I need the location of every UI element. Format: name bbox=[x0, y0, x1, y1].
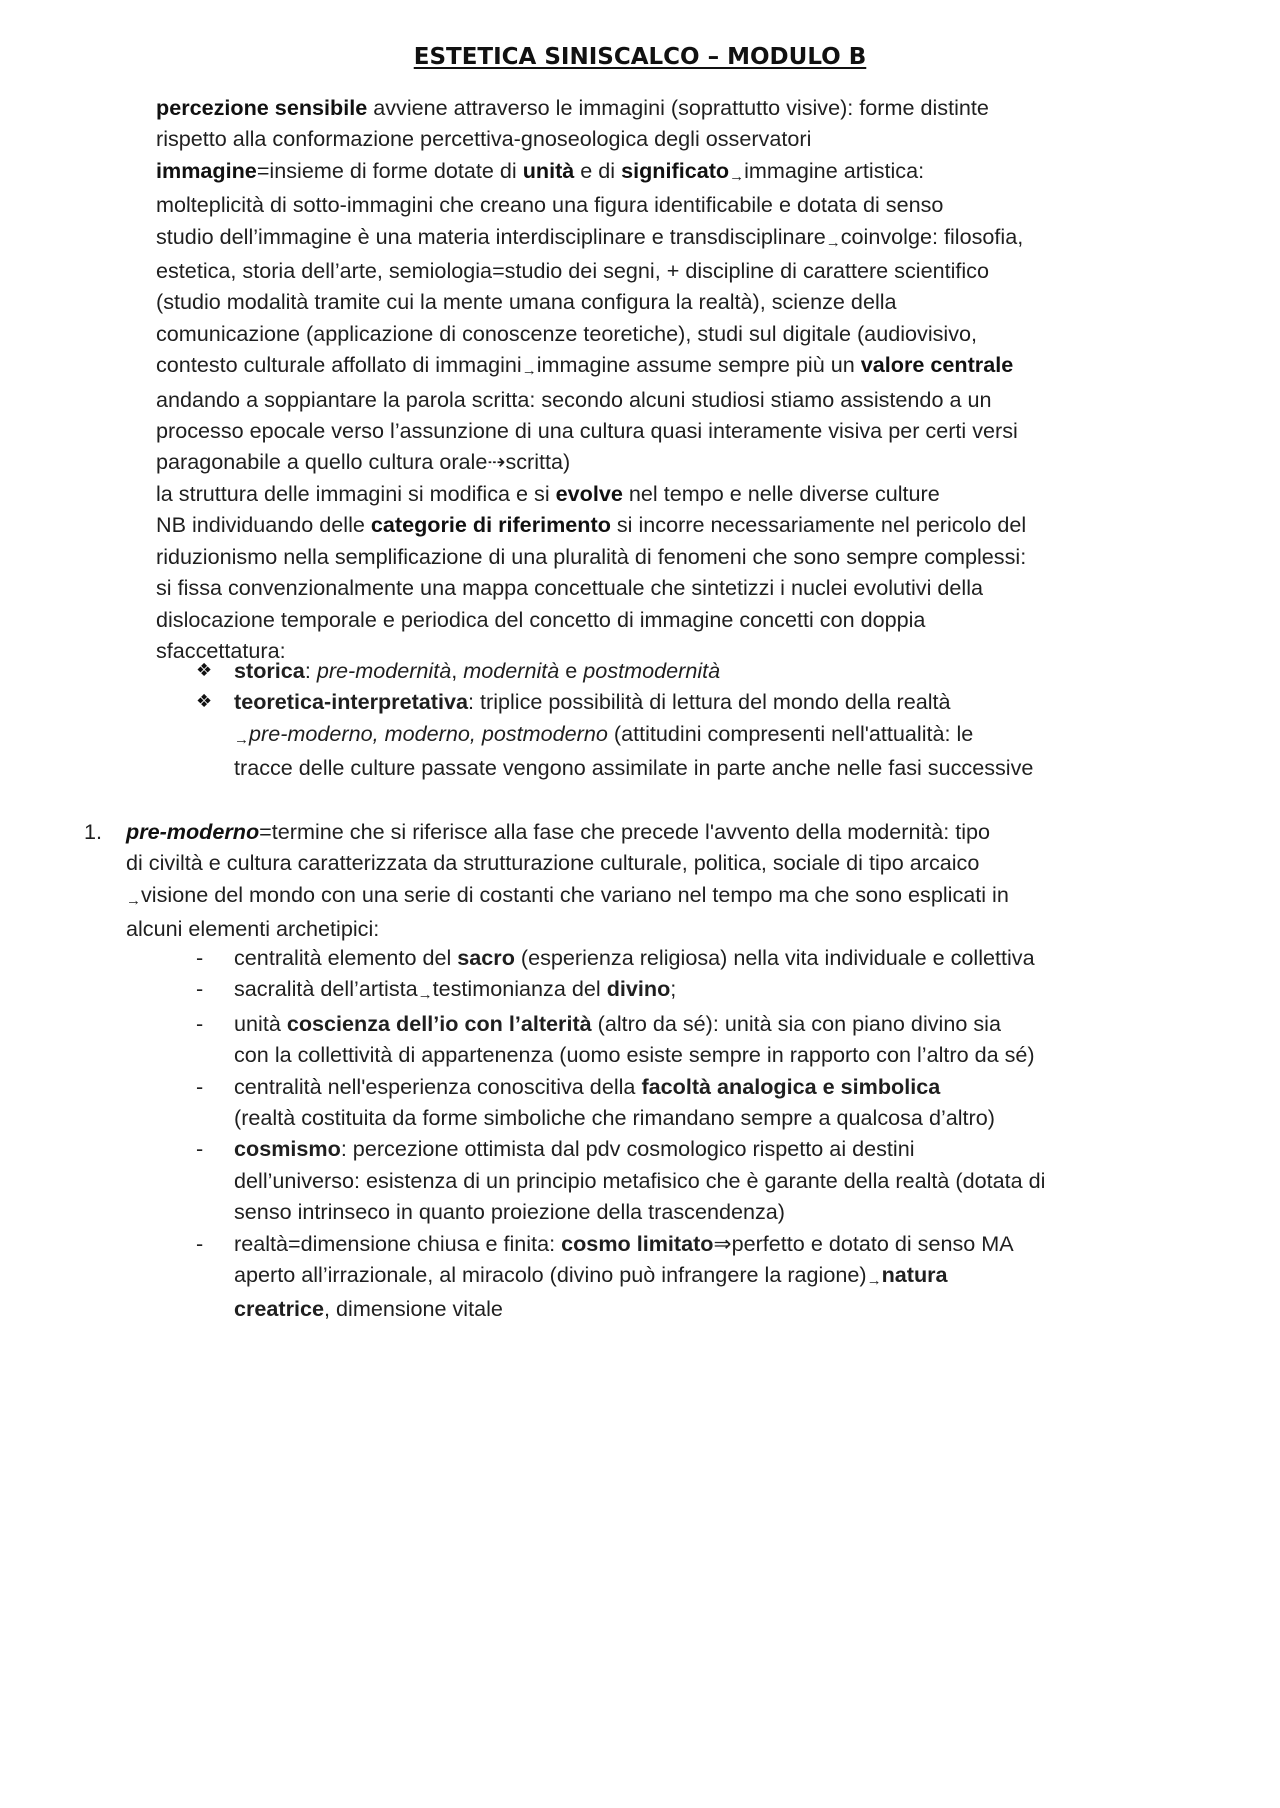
list-item: ❖ teoretica-interpretativa: triplice possibilità di lettura del mondo della realtà bbox=[156, 686, 1156, 717]
double-arrow-icon: ⇒ bbox=[713, 1230, 732, 1256]
dash-bullet-list bbox=[156, 942, 1156, 1325]
arrow-right-icon: → bbox=[866, 1272, 882, 1290]
section-text bbox=[84, 816, 1164, 945]
text-line: dislocazione temporale e periodica del concetto di immagine concetti con doppia bbox=[156, 606, 926, 632]
arrow-right-icon: → bbox=[825, 233, 841, 251]
dashed-arrow-icon: ⇢ bbox=[487, 449, 506, 475]
list-item-continuation: dell’universo: esistenza di un principio metafisico che è garante della realtà (dotata di bbox=[234, 1167, 1046, 1193]
intro-paragraph bbox=[156, 92, 1156, 666]
list-item-continuation: tracce delle culture passate vengono assimilate in parte anche nelle fasi successive bbox=[234, 755, 1034, 781]
text-line: (studio modalità tramite cui la mente umana configura la realtà), scienze della bbox=[156, 289, 897, 315]
text-line: immagine=insieme di forme dotate di unità e di significato→immagine artistica: bbox=[156, 157, 925, 185]
list-item: ❖ storica: pre-modernità, modernità e postmodernità bbox=[156, 655, 1156, 686]
text-line: comunicazione (applicazione di conoscenze teoretiche), studi sul digitale (audiovisivo, bbox=[156, 320, 978, 346]
list-item-continuation: aperto all’irrazionale, al miracolo (divino può infrangere la ragione)→natura bbox=[234, 1262, 948, 1290]
text-line: pre-moderno=termine che si riferisce alla fase che precede l'avvento della modernità: tipo bbox=[126, 819, 991, 844]
list-item: - realtà=dimensione chiusa e finita: cosmo limitato⇒perfetto e dotato di senso MA bbox=[156, 1228, 1156, 1259]
text-line: processo epocale verso l’assunzione di una cultura quasi interamente visiva per certi versi bbox=[156, 418, 1018, 444]
list-item: - centralità nell'esperienza conoscitiva della facoltà analogica e simbolica bbox=[156, 1071, 1156, 1102]
text-line: molteplicità di sotto-immagini che creano una figura identificabile e dotata di senso bbox=[156, 192, 944, 218]
arrow-right-icon: → bbox=[417, 986, 433, 1004]
text-line: alcuni elementi archetipici: bbox=[126, 916, 380, 942]
dash-bullet: - bbox=[196, 1073, 204, 1099]
section-number: 1. bbox=[84, 819, 103, 844]
text-line: riduzionismo nella semplificazione di una pluralità di fenomeni che sono sempre complessi: bbox=[156, 543, 1027, 569]
dash-bullet: - bbox=[196, 1136, 204, 1162]
list-item: - sacralità dell’artista→testimonianza del divino; bbox=[156, 973, 1156, 1007]
text-line: estetica, storia dell’arte, semiologia=studio dei segni, + discipline di carattere scientifico bbox=[156, 258, 989, 284]
text-line: rispetto alla conformazione percettiva-gnoseologica degli osservatori bbox=[156, 126, 812, 152]
dash-bullet: - bbox=[196, 976, 204, 1002]
text-line: si fissa convenzionalmente una mappa concettuale che sintetizzi i nuclei evolutivi della bbox=[156, 575, 984, 601]
text-line: percezione sensibile avviene attraverso le immagini (soprattutto visive): forme distinte bbox=[156, 95, 989, 120]
arrow-right-icon: → bbox=[126, 891, 141, 909]
list-item-continuation: senso intrinseco in quanto proiezione della trascendenza) bbox=[234, 1199, 785, 1225]
diamond-bullet-list bbox=[156, 655, 1156, 784]
text-line: di civiltà e cultura caratterizzata da strutturazione culturale, politica, sociale di tipo arcaico bbox=[126, 850, 980, 876]
dash-bullet: - bbox=[196, 945, 204, 970]
list-item: - unità coscienza dell’io con l’alterità (altro da sé): unità sia con piano divino sia bbox=[156, 1008, 1156, 1039]
text-line: NB individuando delle categorie di riferimento si incorre necessariamente nel pericolo del bbox=[156, 512, 1027, 538]
arrow-right-icon: → bbox=[234, 730, 249, 748]
text-line: sfaccettatura: bbox=[156, 637, 286, 663]
text-line: la struttura delle immagini si modifica e si evolve nel tempo e nelle diverse culture bbox=[156, 480, 940, 506]
list-item-continuation: con la collettività di appartenenza (uomo esiste sempre in rapporto con l’altro da sé) bbox=[234, 1042, 1035, 1068]
arrow-right-icon: → bbox=[729, 167, 745, 185]
document-title: ESTETICA SINISCALCO – MODULO B bbox=[413, 44, 867, 70]
text-line: →visione del mondo con una serie di costanti che variano nel tempo ma che sono esplicati in bbox=[126, 881, 1009, 909]
list-item-continuation: →pre-moderno, moderno, postmoderno (attitudini compresenti nell'attualità: le bbox=[234, 720, 974, 748]
list-item: - cosmismo: percezione ottimista dal pdv cosmologico rispetto ai destini bbox=[156, 1133, 1156, 1164]
text-line: studio dell’immagine è una materia interdisciplinare e transdisciplinare→coinvolge: filosofia, bbox=[156, 223, 1024, 251]
list-item-continuation: (realtà costituita da forme simboliche che rimandano sempre a qualcosa d’altro) bbox=[234, 1105, 995, 1131]
diamond-bullet-icon: ❖ bbox=[196, 660, 213, 681]
section-pre-moderno bbox=[84, 816, 1164, 945]
diamond-bullet-icon: ❖ bbox=[196, 691, 213, 713]
text-line: contesto culturale affollato di immagini→immagine assume sempre più un valore centrale bbox=[156, 352, 1014, 380]
dash-bullet: - bbox=[196, 1230, 204, 1256]
text-line: andando a soppiantare la parola scritta: secondo alcuni studiosi stiamo assistendo a un bbox=[156, 386, 992, 412]
text-line: paragonabile a quello cultura orale⇢scritta) bbox=[156, 449, 571, 475]
list-item: - centralità elemento del sacro (esperienza religiosa) nella vita individuale e collettiva bbox=[156, 942, 1156, 973]
arrow-right-icon: → bbox=[521, 362, 537, 380]
dash-bullet: - bbox=[196, 1010, 204, 1036]
list-item-continuation: creatrice, dimensione vitale bbox=[234, 1296, 503, 1322]
